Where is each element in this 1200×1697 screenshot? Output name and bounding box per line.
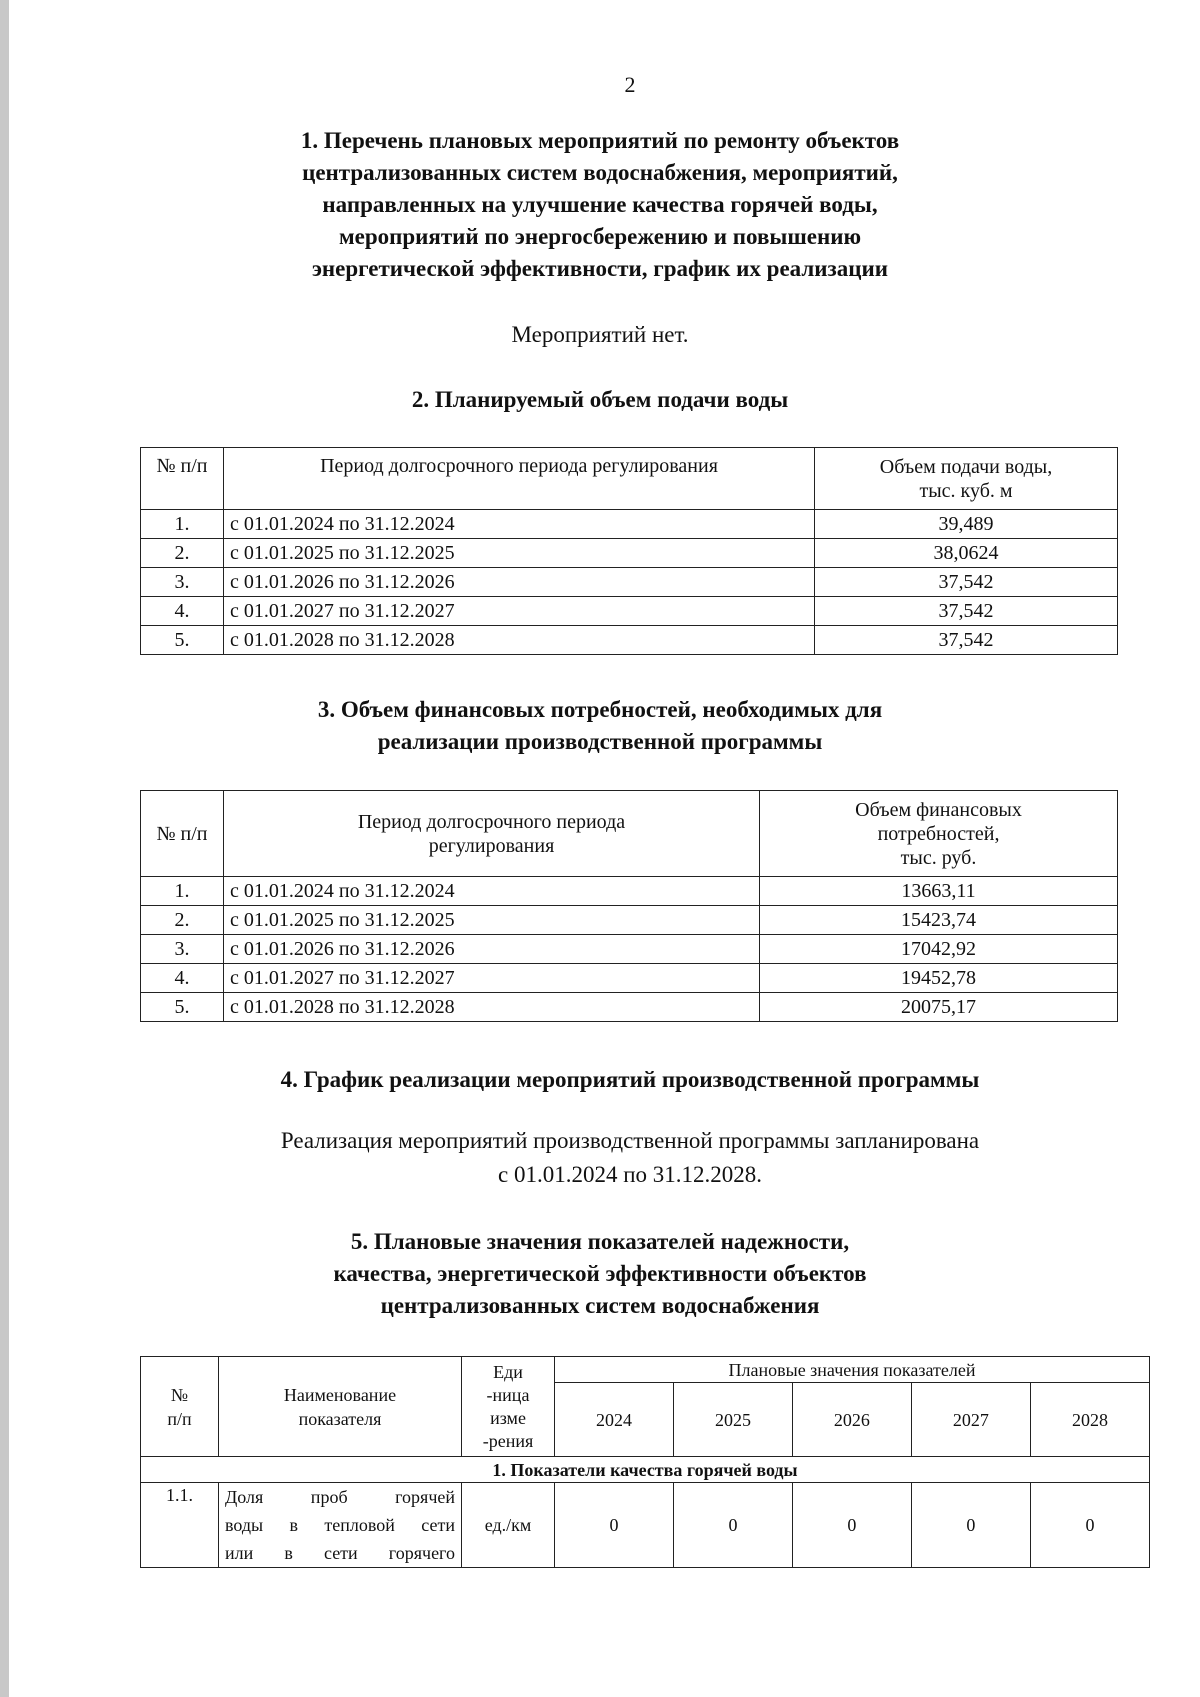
title-line: мероприятий по энергосбережению и повышению xyxy=(338,224,862,249)
title-line: энергетической эффективности, график их реализации xyxy=(311,256,889,281)
name-line: воды в тепловой сети xyxy=(225,1515,455,1535)
title-line: реализации производственной программы xyxy=(377,729,823,754)
title-line: централизованных систем водоснабжения xyxy=(380,1293,820,1318)
table-row xyxy=(141,597,1118,626)
section4-text xyxy=(30,1124,1200,1192)
row-n: 3. xyxy=(141,935,224,964)
header-line: Объем финансовых xyxy=(855,798,1022,821)
row-n: 3. xyxy=(141,568,224,597)
header-line: тыс. руб. xyxy=(900,846,977,869)
header-volume xyxy=(815,448,1118,510)
row-period: с 01.01.2027 по 31.12.2027 xyxy=(224,964,760,993)
row-value: 0 xyxy=(673,1483,792,1568)
table-row xyxy=(141,993,1118,1022)
header-year: 2024 xyxy=(555,1383,674,1457)
header-year: 2028 xyxy=(1030,1383,1149,1457)
title-line: 1. Перечень плановых мероприятий по ремонту объектов xyxy=(300,128,900,153)
row-period: с 01.01.2024 по 31.12.2024 xyxy=(224,877,760,906)
title-line: 5. Плановые значения показателей надежности, xyxy=(350,1229,850,1254)
row-value: 0 xyxy=(911,1483,1030,1568)
row-value: 0 xyxy=(792,1483,911,1568)
table-row xyxy=(141,1483,1150,1568)
row-n: 4. xyxy=(141,964,224,993)
table-row xyxy=(141,539,1118,568)
title-line: направленных на улучшение качества горячей воды, xyxy=(322,192,878,217)
row-n: 2. xyxy=(141,539,224,568)
water-supply-table xyxy=(140,447,1118,655)
section5-title xyxy=(0,1226,1200,1322)
row-n: 5. xyxy=(141,626,224,655)
row-period: с 01.01.2025 по 31.12.2025 xyxy=(224,539,815,568)
row-value: 38,0624 xyxy=(815,539,1118,568)
row-period: с 01.01.2027 по 31.12.2027 xyxy=(224,597,815,626)
row-value: 13663,11 xyxy=(760,877,1118,906)
row-period: с 01.01.2026 по 31.12.2026 xyxy=(224,568,815,597)
table-row xyxy=(141,626,1118,655)
header-line: -рения xyxy=(482,1430,534,1451)
header-period: Период долгосрочного периода регулирования xyxy=(224,448,815,510)
header-line: тыс. куб. м xyxy=(919,479,1013,502)
name-line: Доля проб горячей xyxy=(225,1487,455,1507)
row-period: с 01.01.2028 по 31.12.2028 xyxy=(224,993,760,1022)
header-line: Еди xyxy=(493,1361,523,1382)
header-line: Период долгосрочного периода xyxy=(357,810,626,833)
row-n: 1. xyxy=(141,877,224,906)
indicators-table xyxy=(140,1356,1150,1568)
section3-title xyxy=(0,694,1200,758)
text-line: Реализация мероприятий производственной программы запланирована xyxy=(280,1128,980,1153)
header-year: 2026 xyxy=(792,1383,911,1457)
row-value: 15423,74 xyxy=(760,906,1118,935)
header-line: показателя xyxy=(298,1408,382,1429)
header-finance xyxy=(760,791,1118,877)
text-line: с 01.01.2024 по 31.12.2028. xyxy=(497,1162,763,1187)
header-line: № xyxy=(170,1384,189,1405)
row-n: 4. xyxy=(141,597,224,626)
title-line: качества, энергетической эффективности объектов xyxy=(333,1261,867,1286)
table-row xyxy=(141,510,1118,539)
table-row xyxy=(141,877,1118,906)
header-unit xyxy=(462,1357,555,1457)
financial-needs-table xyxy=(140,790,1118,1022)
table-row xyxy=(141,935,1118,964)
section4-title: 4. График реализации мероприятий производственной программы xyxy=(280,1067,980,1092)
header-n xyxy=(141,1357,219,1457)
header-line: -ница xyxy=(486,1384,530,1405)
row-value: 39,489 xyxy=(815,510,1118,539)
row-value: 37,542 xyxy=(815,597,1118,626)
section1-text: Мероприятий нет. xyxy=(511,322,689,347)
title-line: 3. Объем финансовых потребностей, необходимых для xyxy=(317,697,883,722)
row-value: 0 xyxy=(1030,1483,1149,1568)
row-period: с 01.01.2026 по 31.12.2026 xyxy=(224,935,760,964)
header-year: 2027 xyxy=(911,1383,1030,1457)
table-row xyxy=(141,568,1118,597)
row-period: с 01.01.2024 по 31.12.2024 xyxy=(224,510,815,539)
header-line: потребностей, xyxy=(877,822,1000,845)
header-line: изме xyxy=(490,1407,526,1428)
table-row xyxy=(141,964,1118,993)
row-value: 19452,78 xyxy=(760,964,1118,993)
header-line: Наименование xyxy=(283,1384,397,1405)
name-line: или в сети горячего xyxy=(225,1543,455,1563)
row-period: с 01.01.2025 по 31.12.2025 xyxy=(224,906,760,935)
table-row xyxy=(141,906,1118,935)
row-period: с 01.01.2028 по 31.12.2028 xyxy=(224,626,815,655)
header-planned: Плановые значения показателей xyxy=(555,1357,1150,1383)
group-title: 1. Показатели качества горячей воды xyxy=(141,1457,1150,1483)
row-unit: ед./км xyxy=(462,1483,555,1568)
header-n: № п/п xyxy=(141,448,224,510)
row-n: 1. xyxy=(141,510,224,539)
header-year: 2025 xyxy=(673,1383,792,1457)
row-n: 5. xyxy=(141,993,224,1022)
section2-title: 2. Планируемый объем подачи воды xyxy=(411,387,789,412)
row-n: 1.1. xyxy=(141,1483,219,1568)
header-n: № п/п xyxy=(141,791,224,877)
header-name xyxy=(219,1357,462,1457)
header-line: п/п xyxy=(167,1408,192,1429)
row-value: 20075,17 xyxy=(760,993,1118,1022)
row-value: 17042,92 xyxy=(760,935,1118,964)
header-period xyxy=(224,791,760,877)
page-number: 2 xyxy=(624,72,636,97)
row-value: 37,542 xyxy=(815,568,1118,597)
row-name xyxy=(219,1483,462,1568)
row-value: 0 xyxy=(555,1483,674,1568)
section1-title xyxy=(0,125,1200,285)
header-line: регулирования xyxy=(428,834,555,857)
row-n: 2. xyxy=(141,906,224,935)
row-value: 37,542 xyxy=(815,626,1118,655)
title-line: централизованных систем водоснабжения, мероприятий, xyxy=(302,160,898,185)
header-line: Объем подачи воды, xyxy=(879,455,1053,478)
